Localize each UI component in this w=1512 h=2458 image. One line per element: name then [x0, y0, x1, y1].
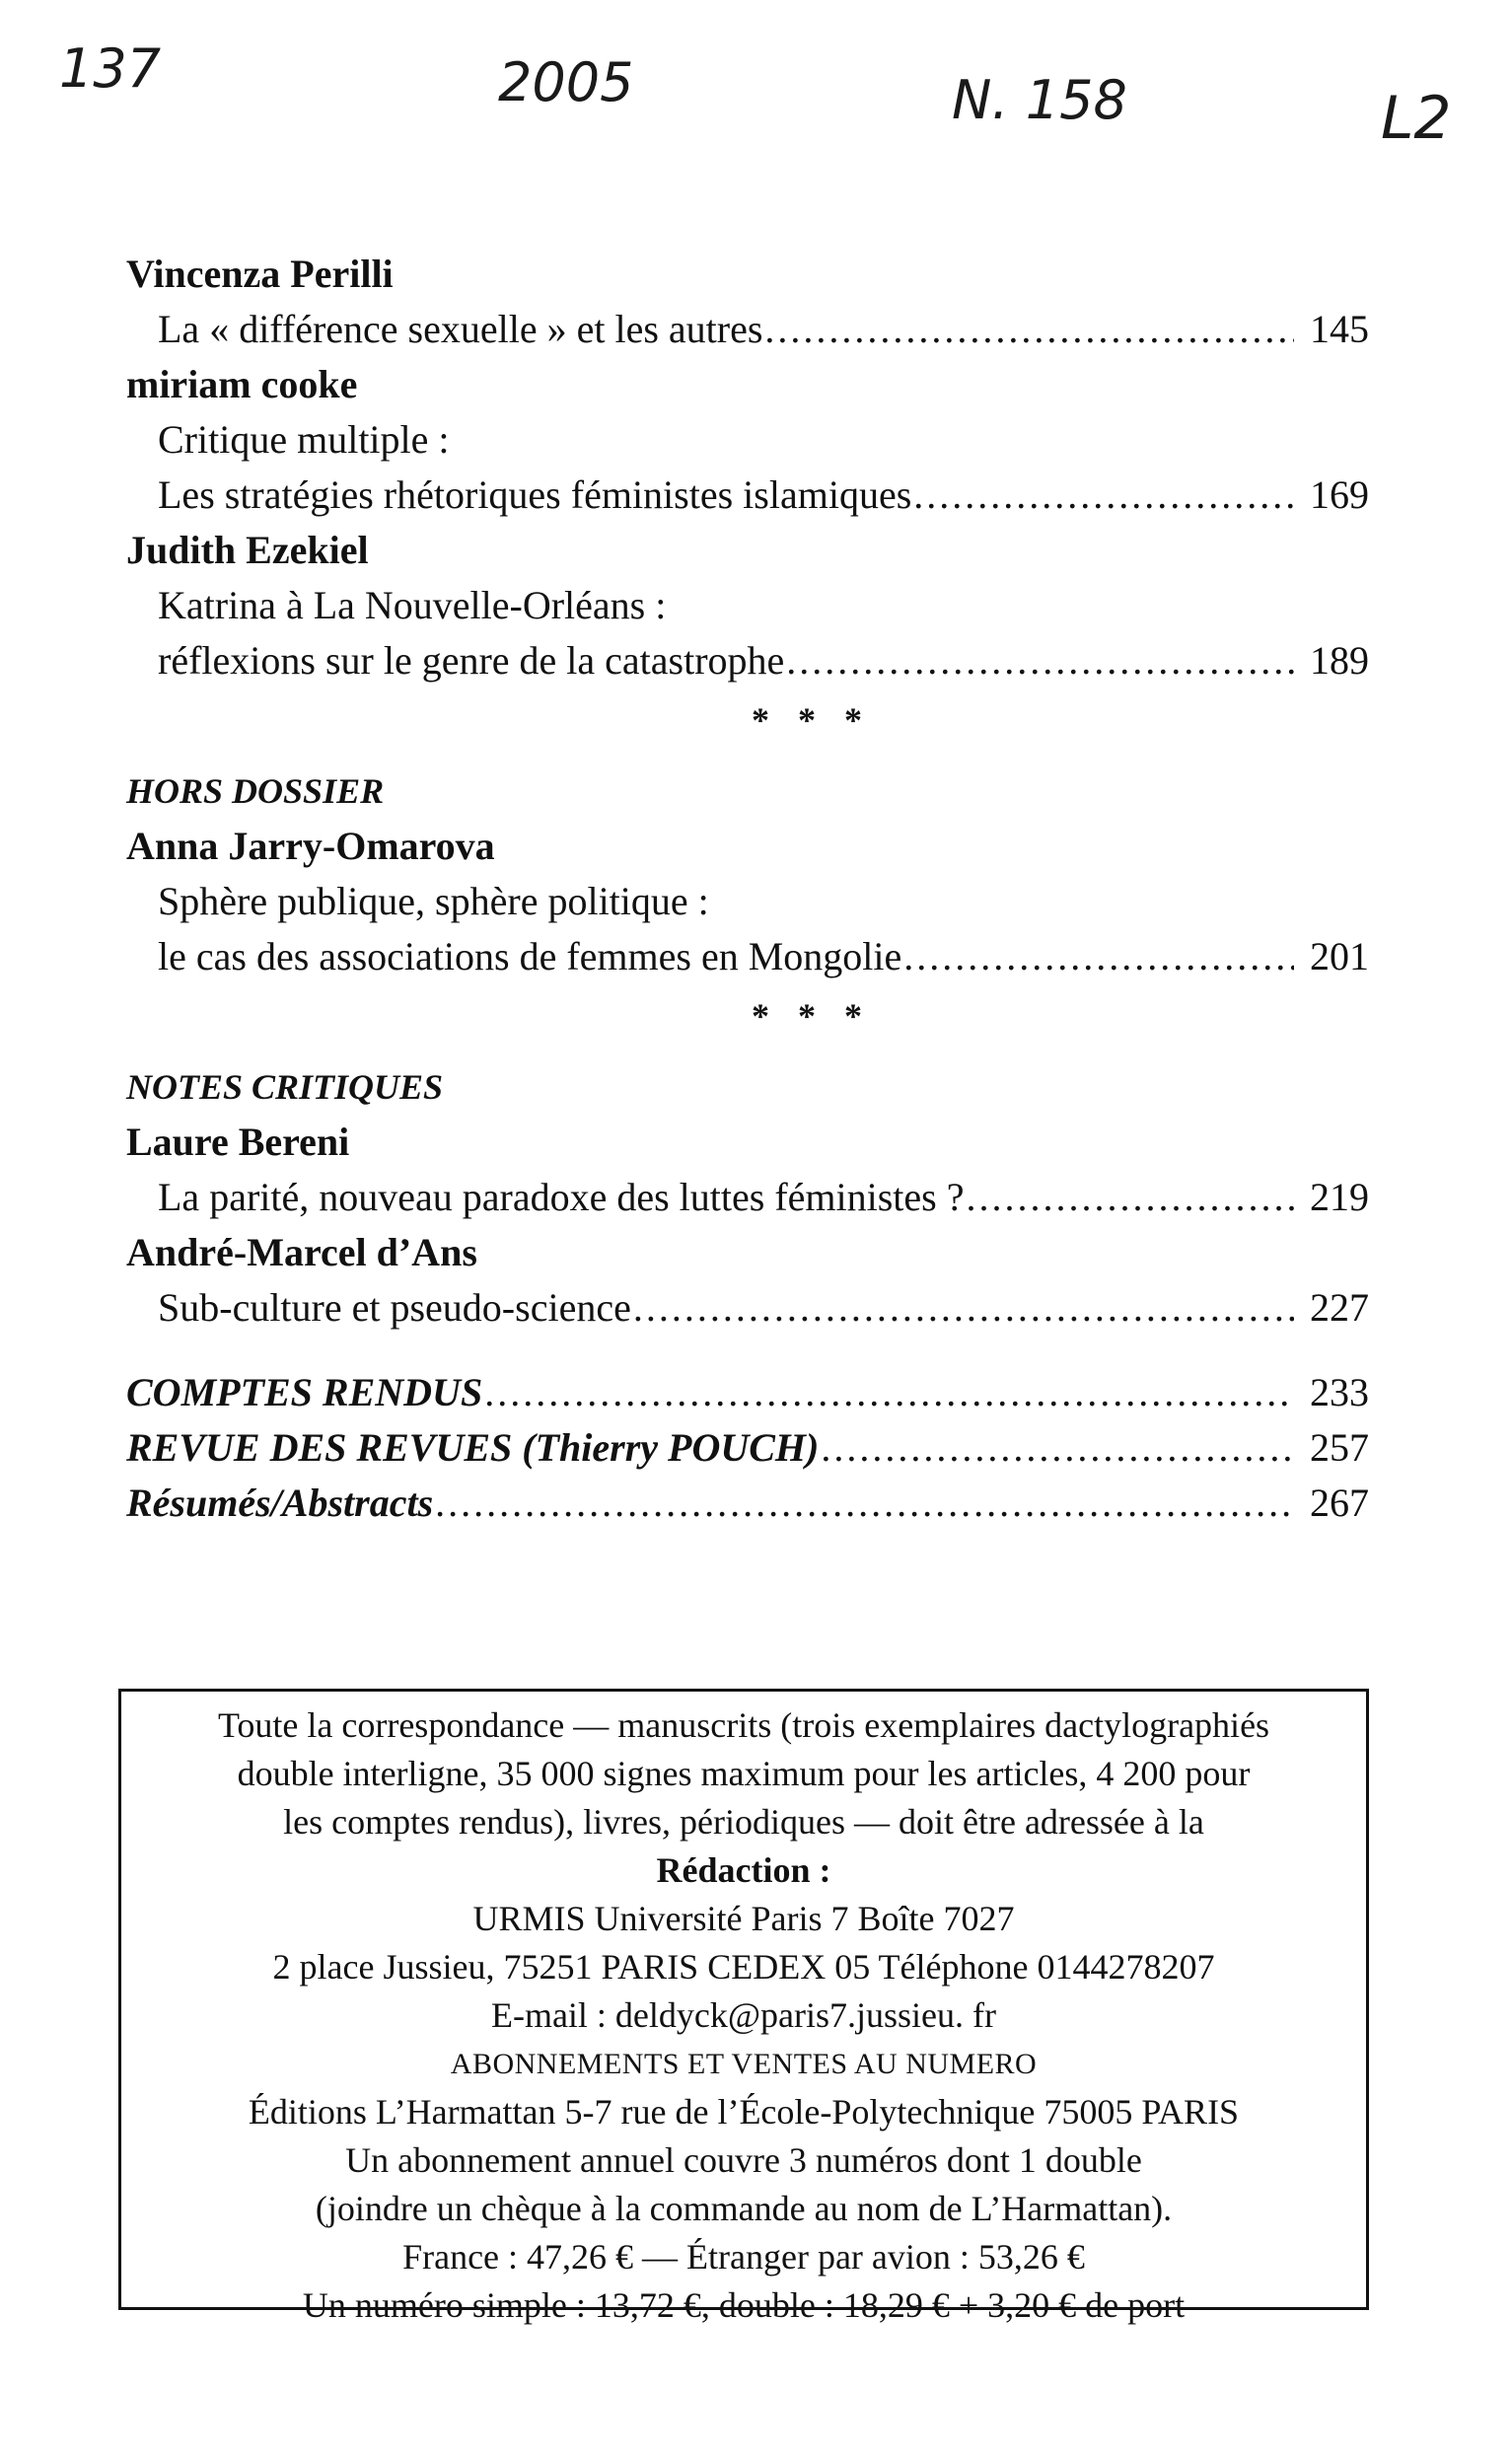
toc-entry: [126, 633, 1369, 688]
notice-redaction-heading: Rédaction :: [656, 1850, 831, 1890]
handwritten-number-137: 137: [59, 37, 162, 100]
dot-leader: [435, 1476, 1294, 1531]
notice-address-line: 2 place Jussieu, 75251 PARIS CEDEX 05 Téléphone 0144278207: [272, 1947, 1215, 1987]
toc-entry-resumes-abstracts: [126, 1476, 1369, 1531]
toc-entry: [126, 1170, 1369, 1225]
toc-entry-line: Sphère publique, sphère politique :: [158, 879, 709, 923]
toc-entry-comptes-rendus: [126, 1365, 1369, 1420]
dot-leader: [786, 633, 1294, 688]
toc-entry-title: COMPTES RENDUS: [126, 1370, 483, 1414]
toc-entry-title: réflexions sur le genre de la catastrophe: [158, 638, 785, 683]
notice-subscriptions-heading: ABONNEMENTS ET VENTES AU NUMERO: [450, 2048, 1038, 2080]
section-separator: * * *: [752, 700, 872, 740]
notice-publisher-address: Éditions L’Harmattan 5-7 rue de l’École-Polytechnique 75005 PARIS: [248, 2092, 1240, 2132]
notice-line: Un abonnement annuel couvre 3 numéros dont 1 double: [345, 2140, 1142, 2180]
toc-author: Vincenza Perilli: [126, 252, 394, 296]
toc-author: Judith Ezekiel: [126, 528, 369, 572]
notice-line: Toute la correspondance — manuscrits (trois exemplaires dactylographiés: [217, 1705, 1270, 1745]
toc-entry: [126, 468, 1369, 523]
toc-page-number: 189: [1310, 638, 1369, 683]
toc-author: miriam cooke: [126, 362, 358, 406]
toc-entry-title: Résumés/Abstracts: [126, 1481, 434, 1525]
toc-author: Laure Bereni: [126, 1120, 350, 1164]
toc-page-number: 201: [1310, 934, 1369, 978]
toc-entry-line: Katrina à La Nouvelle-Orléans :: [158, 583, 667, 627]
dot-leader: [966, 1170, 1294, 1225]
notice-prices: Un numéro simple : 13,72 €, double : 18,29 € + 3,20 € de port: [302, 2285, 1186, 2325]
toc-entry: [126, 1280, 1369, 1336]
notice-email: E-mail : deldyck@paris7.jussieu. fr: [490, 1995, 997, 2035]
toc-page-number: 219: [1310, 1175, 1369, 1219]
table-of-contents: [126, 247, 1369, 1531]
toc-entry-title: La parité, nouveau paradoxe des luttes féministes ?: [158, 1175, 965, 1219]
toc-entry-title: Sub-culture et pseudo-science: [158, 1285, 631, 1330]
notice-line: les comptes rendus), livres, périodiques — doit être adressée à la: [283, 1802, 1204, 1842]
toc-entry-title: Les stratégies rhétoriques féministes islamiques: [158, 472, 912, 517]
section-separator: * * *: [752, 996, 872, 1036]
toc-author: André-Marcel d’Ans: [126, 1230, 477, 1274]
toc-page-number: 233: [1310, 1370, 1369, 1414]
notice-line: URMIS Université Paris 7 Boîte 7027: [472, 1899, 1015, 1938]
notice-prices: France : 47,26 € — Étranger par avion : 53,26 €: [402, 2237, 1085, 2277]
dot-leader: [903, 929, 1294, 984]
toc-page-number: 257: [1310, 1425, 1369, 1470]
dot-leader: [913, 468, 1294, 523]
toc-page-number: 267: [1310, 1481, 1369, 1525]
toc-entry-line: Critique multiple :: [158, 417, 450, 462]
toc-page-number: 145: [1310, 307, 1369, 351]
dot-leader: [764, 302, 1294, 357]
section-heading-hors-dossier: HORS DOSSIER: [126, 771, 385, 811]
toc-author: Anna Jarry-Omarova: [126, 824, 495, 868]
toc-entry: [126, 929, 1369, 984]
toc-entry-title: REVUE DES REVUES (Thierry POUCH): [126, 1425, 820, 1470]
toc-entry-revue-des-revues: [126, 1420, 1369, 1476]
toc-page-number: 169: [1310, 472, 1369, 517]
notice-line: double interligne, 35 000 signes maximum pour les articles, 4 200 pour: [237, 1754, 1251, 1793]
handwritten-year: 2005: [498, 51, 634, 113]
dot-leader: [484, 1365, 1294, 1420]
dot-leader: [821, 1420, 1294, 1476]
section-heading-notes-critiques: NOTES CRITIQUES: [126, 1067, 444, 1107]
handwritten-issue-number: N. 158: [952, 69, 1127, 131]
handwritten-code: L2: [1381, 84, 1452, 153]
toc-entry: [126, 302, 1369, 357]
dot-leader: [633, 1280, 1294, 1336]
toc-page-number: 227: [1310, 1285, 1369, 1330]
notice-line: (joindre un chèque à la commande au nom de L’Harmattan).: [315, 2189, 1173, 2228]
correspondence-notice-box: [118, 1689, 1369, 2325]
toc-entry-title: le cas des associations de femmes en Mongolie: [158, 934, 902, 978]
toc-entry-title: La « différence sexuelle » et les autres: [158, 307, 763, 351]
